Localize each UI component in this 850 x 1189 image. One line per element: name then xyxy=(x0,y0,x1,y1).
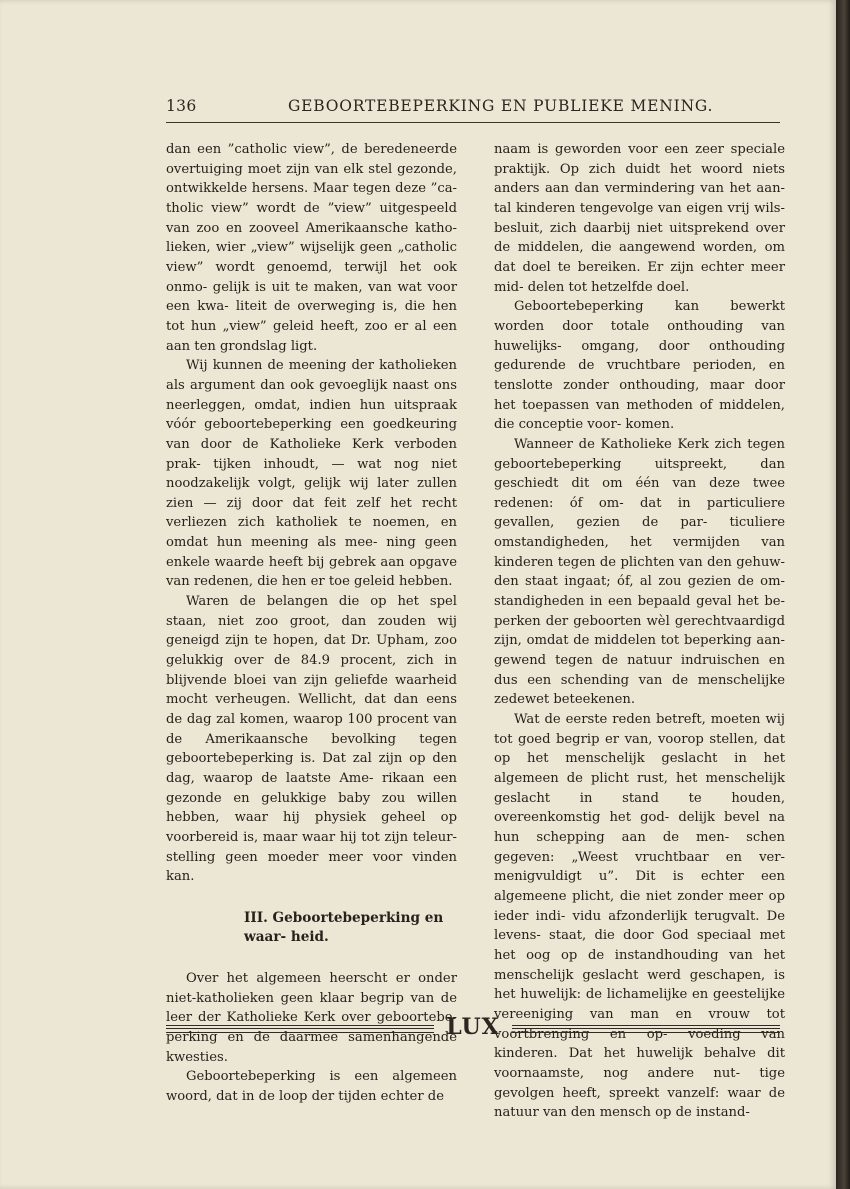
book-spine xyxy=(836,0,850,1189)
footer-rule-right xyxy=(512,1025,780,1033)
section-heading: III. Geboortebeperking en waar- heid. xyxy=(244,909,444,945)
paragraph: Wat de eerste reden betreft, moeten wij tot goed begrip er van, voorop stellen, dat op het menschelijk geslacht in het algemeen de plicht rust, het menschelijk geslacht in stand te houden, overeenkomstig het god- delijk bevel na hun schepping aan de men- schen gegeven: „Weest vruchtbaar en ver- menigvuldigt u”. Dit is echter een algemeene plicht, die niet zonder meer op ieder indi- vidu afzonderlijk terugvalt. De levens- staat, die door God speciaal met het oog op de instandhouding van het menschelijk geslacht werd geschapen, is het huwelijk: de lichamelijke en geestelijke vereeniging van man en vrouw tot voortbrenging en op- voeding van kinderen. Dat het huwelijk behalve dit voornaamste, nog andere nut- tige gevolgen heeft, spreekt vanzelf: waar de natuur van den mensch op de instand- xyxy=(494,712,785,1121)
paragraph: Waren de belangen die op het spel staan, niet zoo groot, dan zouden wij geneigd zijn te hopen, dat Dr. Upham, zoo gelukkig over de 84.9 procent, zich in blijvende bloei van zijn geliefde waarheid mocht verheugen. Wellicht, dat dan eens de dag zal komen, waarop 100 procent van de Amerikaansche bevolking tegen geboortebeperking is. Dat zal zijn op den dag, waarop de laatste Ame- rikaan een gezonde en gelukkige baby zou willen hebben, waar hij physiek geheel op voorbereid is, maar waar hij tot zijn teleur- stelling geen moeder meer voor vinden kan. xyxy=(166,594,457,885)
paragraph: naam is geworden voor een zeer speciale praktijk. Op zich duidt het woord niets anders aan dan vermindering van het aan- tal kinderen tengevolge van eigen vrij wils- besluit, zich daarbij niet uitsprekend over de middelen, die aangewend worden, om dat doel te bereiken. Er zijn echter meer mid- delen tot hetzelfde doel. xyxy=(494,142,785,295)
right-column xyxy=(494,140,785,1123)
paragraph: Over het algemeen heerscht er onder niet-katholieken geen klaar begrip van de leer der Katholieke Kerk over geboortebe- perking en de daarmee samenhangende kwesties. xyxy=(166,970,457,1065)
paragraph: Wanneer de Katholieke Kerk zich tegen geboortebeperking uitspreekt, dan geschiedt dit om één van deze twee redenen: óf om- dat in particuliere gevallen, gezien de par- ticuliere omstandigheden, het vermijden van kinderen tegen de plichten van den gehuw- den staat ingaat; óf, al zou gezien de om- standigheden in een bepaald geval het be- perken der geboorten wèl gerechtvaardigd zijn, omdat de middelen tot beperking aan- gewend tegen de natuur indruischen en dus een schending van de menschelijke zedewet beteekenen. xyxy=(494,436,785,708)
running-title: GEBOORTEBEPERKING EN PUBLIEKE MENING. xyxy=(288,97,714,115)
paragraph: Wij kunnen de meening der katholieken als argument dan ook gevoeglijk naast ons neerleggen, omdat, indien hun uitspraak vóór geboortebeperking een goedkeuring van door de Katholieke Kerk verboden prak- tijken inhoudt, — wat nog niet noodzakelijk volgt, gelijk wij later zullen zien — zij door dat feit zelf het recht verliezen zich katholiek te noemen, en omdat hun meening als mee- ning geen enkele waarde heeft bij gebrek aan opgave van redenen, die hen er toe geleid hebben. xyxy=(166,358,457,590)
paragraph: Geboortebeperking is een algemeen woord, dat in de loop der tijden echter de xyxy=(166,1069,457,1104)
paragraph: dan een ”catholic view”, de beredeneerde overtuiging moet zijn van elk stel gezonde, ontwikkelde hersens. Maar tegen deze ”ca- tholic view” wordt de ”view” uitgespeeld van zoo en zooveel Amerikaansche katho- lieken, wier „view” wijselijk geen „catholic view” wordt genoemd, terwijl het ook onmo- gelijk is uit te maken, van wat voor een kwa- liteit de overweging is, die hen tot hun „view” geleid heeft, zoo er al een aan ten grondslag ligt. xyxy=(166,142,457,354)
page-number: 136 xyxy=(166,97,197,115)
page-header xyxy=(166,97,780,123)
page-footer xyxy=(166,1016,780,1042)
footer-rule-left xyxy=(166,1025,434,1033)
header-rule xyxy=(166,122,780,123)
lux-logo: LUX xyxy=(446,1014,500,1040)
paragraph: Geboortebeperking kan bewerkt worden door totale onthouding van huwelijks- omgang, door onthouding gedurende de vruchtbare perioden, en tenslotte zonder onthouding, maar door het toepassen van methoden of middelen, die conceptie voor- komen. xyxy=(494,299,785,433)
left-column xyxy=(166,140,457,1107)
